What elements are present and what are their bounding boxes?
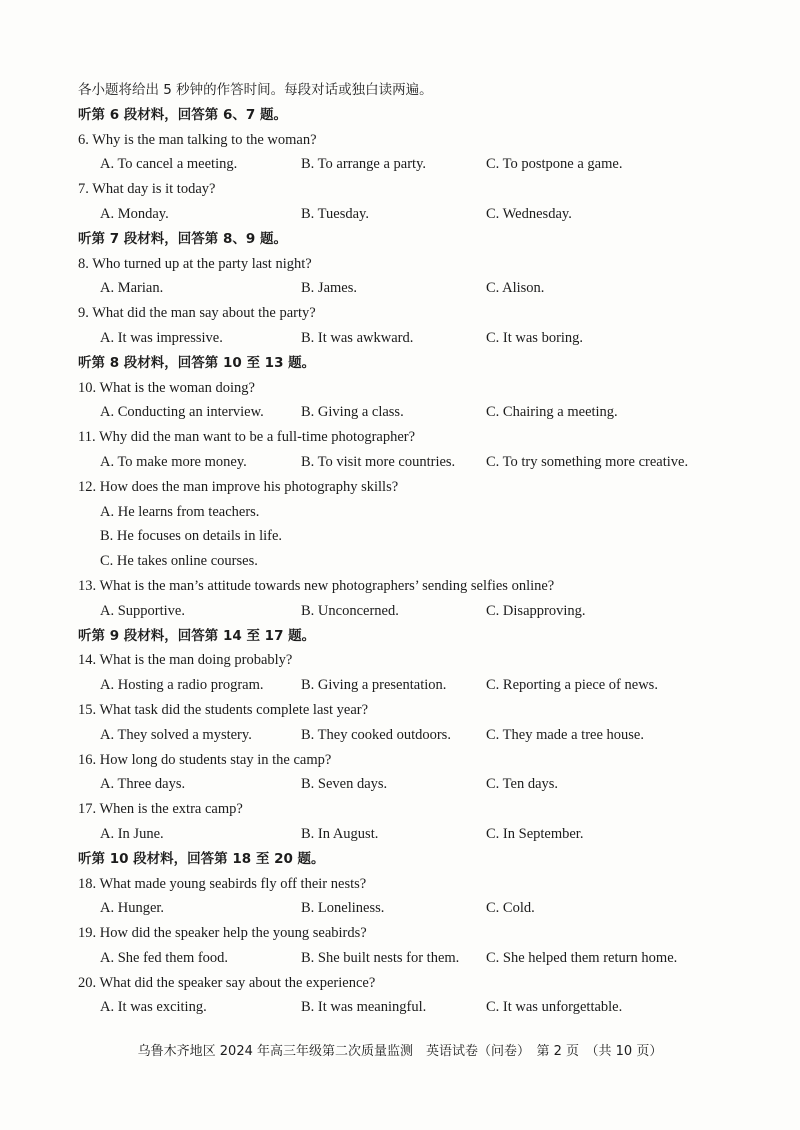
option-c: C. She helped them return home.	[486, 949, 678, 966]
intro-line: 各小题将给出 5 秒钟的作答时间。每段对话或独白读两遍。	[78, 82, 433, 98]
options-row	[78, 152, 778, 177]
options-row	[78, 995, 778, 1020]
option-b: B. Unconcerned.	[301, 602, 399, 619]
option-b: B. Giving a class.	[301, 404, 404, 421]
options-row	[78, 946, 778, 971]
option-c: C. Chairing a meeting.	[486, 404, 618, 421]
option-c: C. He takes online courses.	[100, 553, 258, 570]
options-row	[78, 772, 778, 797]
option-b: B. Seven days.	[301, 776, 388, 793]
option-b: B. In August.	[301, 825, 379, 842]
options-row	[78, 599, 778, 624]
question: 19. How did the speaker help the young seabirds?	[78, 925, 367, 942]
options-row	[78, 822, 778, 847]
question: 11. Why did the man want to be a full-time photographer?	[78, 429, 416, 446]
option-c: C. Reporting a piece of news.	[486, 677, 658, 694]
section-heading: 听第 10 段材料，回答第 18 至 20 题。	[78, 850, 325, 867]
question: 16. How long do students stay in the camp?	[78, 751, 332, 768]
question: 17. When is the extra camp?	[78, 801, 243, 818]
option-b: B. To visit more countries.	[301, 453, 456, 470]
option-b: B. To arrange a party.	[301, 156, 427, 173]
section-heading: 听第 8 段材料，回答第 10 至 13 题。	[78, 354, 316, 371]
options-row	[78, 326, 778, 351]
option-a: A. Three days.	[100, 776, 186, 793]
option-b: B. It was meaningful.	[301, 999, 427, 1016]
question: 10. What is the woman doing?	[78, 379, 255, 396]
option-c: C. They made a tree house.	[486, 726, 644, 743]
question: 20. What did the speaker say about the experience?	[78, 974, 376, 991]
options-row	[78, 723, 778, 748]
question: 8. Who turned up at the party last night?	[78, 255, 312, 272]
option-b: B. They cooked outdoors.	[301, 726, 451, 743]
options-row	[78, 450, 778, 475]
section-heading: 听第 7 段材料，回答第 8、9 题。	[78, 230, 287, 247]
question: 6. Why is the man talking to the woman?	[78, 131, 317, 148]
option-a: A. It was impressive.	[100, 329, 223, 346]
options-row	[78, 276, 778, 301]
option-c: C. Alison.	[486, 280, 545, 297]
option-a: A. Monday.	[100, 205, 169, 222]
question: 9. What did the man say about the party?	[78, 305, 316, 322]
option-c: C. Wednesday.	[486, 205, 572, 222]
option-c: C. To try something more creative.	[486, 453, 689, 470]
question: 13. What is the man’s attitude towards new photographers’ sending selfies online?	[78, 577, 555, 594]
option-a: A. They solved a mystery.	[100, 726, 252, 743]
option-b: B. She built nests for them.	[301, 949, 460, 966]
option-b: B. Loneliness.	[301, 900, 385, 917]
options-row	[78, 400, 778, 425]
exam-page	[78, 78, 778, 1020]
option-c: C. It was unforgettable.	[486, 999, 623, 1016]
option-a: A. To make more money.	[100, 453, 247, 470]
option-b: B. He focuses on details in life.	[100, 528, 283, 545]
question: 14. What is the man doing probably?	[78, 652, 293, 669]
question: 12. How does the man improve his photography skills?	[78, 478, 399, 495]
option-c: C. Cold.	[486, 900, 535, 917]
option-a: A. Hunger.	[100, 900, 165, 917]
question: 15. What task did the students complete last year?	[78, 701, 369, 718]
option-a: A. Marian.	[100, 280, 164, 297]
option-b: B. It was awkward.	[301, 329, 414, 346]
option-a: A. She fed them food.	[100, 949, 229, 966]
option-a: A. Supportive.	[100, 602, 185, 619]
options-row	[78, 673, 778, 698]
options-row	[78, 202, 778, 227]
option-b: B. Tuesday.	[301, 205, 369, 222]
option-a: A. It was exciting.	[100, 999, 207, 1016]
option-a: A. Hosting a radio program.	[100, 677, 264, 694]
option-c: C. To postpone a game.	[486, 156, 623, 173]
option-b: B. Giving a presentation.	[301, 677, 447, 694]
option-a: A. In June.	[100, 825, 164, 842]
option-b: B. James.	[301, 280, 357, 297]
option-a: A. Conducting an interview.	[100, 404, 264, 421]
option-c: C. In September.	[486, 825, 584, 842]
page-footer: 乌鲁木齐地区 2024 年高三年级第二次质量监测 英语试卷（问卷） 第 2 页 （共 10 页）	[137, 1044, 663, 1059]
option-a: A. To cancel a meeting.	[100, 156, 238, 173]
section-heading: 听第 6 段材料，回答第 6、7 题。	[78, 106, 287, 123]
option-a: A. He learns from teachers.	[100, 503, 260, 520]
option-c: C. Disapproving.	[486, 602, 586, 619]
question: 7. What day is it today?	[78, 181, 216, 198]
section-heading: 听第 9 段材料，回答第 14 至 17 题。	[78, 627, 316, 644]
options-row	[78, 896, 778, 921]
option-c: C. It was boring.	[486, 329, 584, 346]
option-c: C. Ten days.	[486, 776, 559, 793]
question: 18. What made young seabirds fly off their nests?	[78, 875, 367, 892]
